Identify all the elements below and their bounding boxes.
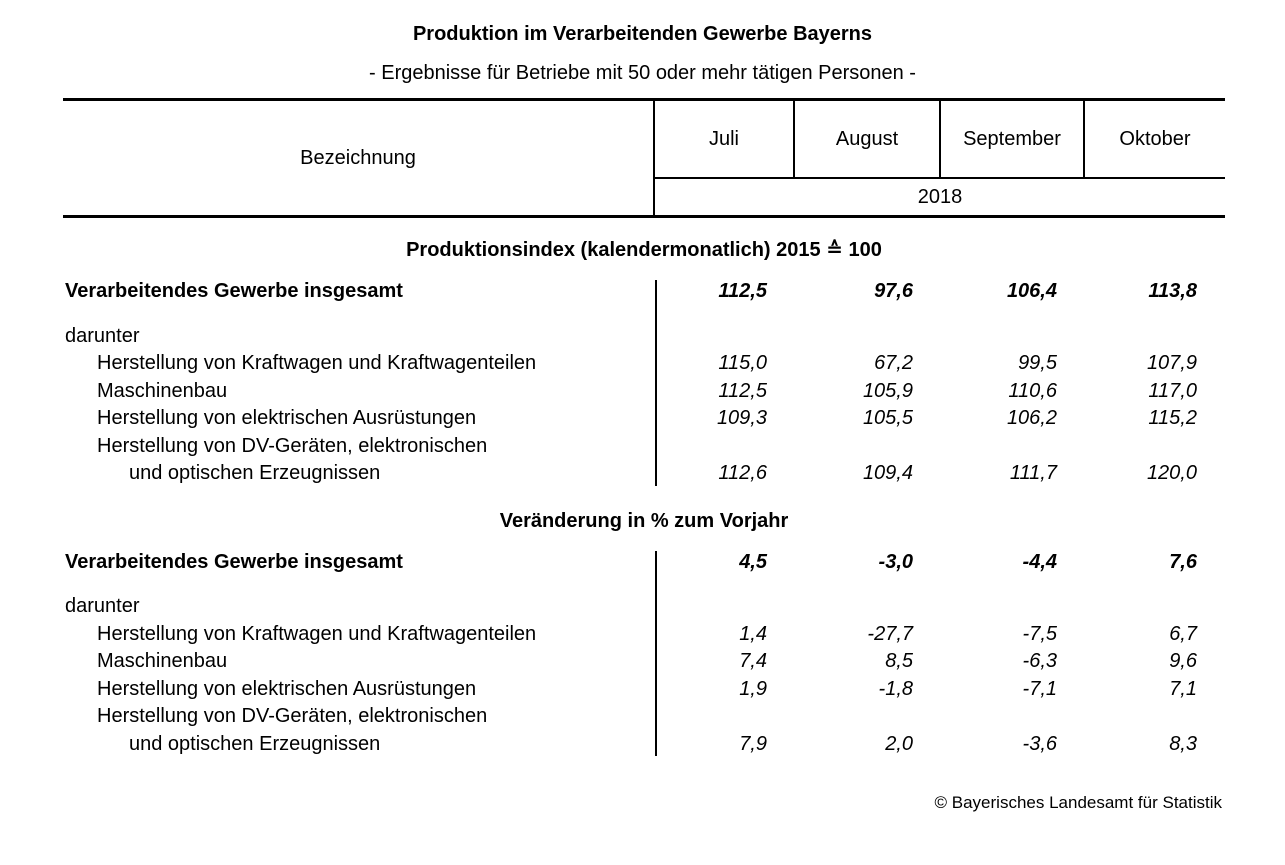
header-months-block bbox=[655, 101, 1225, 215]
row-label: Herstellung von elektrischen Ausrüstungen bbox=[97, 407, 477, 429]
table-row bbox=[63, 405, 1225, 433]
table-row bbox=[63, 676, 1225, 704]
value-cell: -3,0 bbox=[878, 550, 913, 573]
value-cell: -7,5 bbox=[1022, 622, 1057, 645]
row-label: Verarbeitendes Gewerbe insgesamt bbox=[65, 280, 403, 302]
value-cell: 109,3 bbox=[716, 407, 767, 429]
row-label: Herstellung von Kraftwagen und Kraftwagenteilen bbox=[97, 622, 537, 645]
value-cell: 106,4 bbox=[1006, 280, 1057, 302]
value-cell: 8,5 bbox=[885, 650, 913, 672]
header-label-column: Bezeichnung bbox=[63, 101, 655, 215]
value-cell: -7,1 bbox=[1022, 677, 1057, 700]
row-label: darunter bbox=[65, 324, 140, 347]
value-cell: 6,7 bbox=[1169, 622, 1197, 645]
table-row bbox=[63, 621, 1225, 649]
row-label: Herstellung von DV-Geräten, elektronischen bbox=[97, 705, 488, 727]
header-month-juli: Juli bbox=[655, 101, 795, 177]
header-year: 2018 bbox=[917, 185, 963, 208]
value-cell: 110,6 bbox=[1008, 379, 1057, 402]
document-title: Produktion im Verarbeitenden Gewerbe Bayerns bbox=[412, 23, 873, 45]
table-row bbox=[63, 648, 1225, 676]
value-cell: 105,9 bbox=[862, 379, 913, 402]
value-cell: 112,6 bbox=[718, 462, 767, 484]
statistics-table bbox=[63, 98, 1225, 758]
value-cell: 67,2 bbox=[874, 352, 913, 374]
table-row-darunter bbox=[63, 323, 1225, 351]
value-cell: 7,9 bbox=[739, 732, 767, 755]
table-header bbox=[63, 98, 1225, 218]
header-month-oktober: Oktober bbox=[1119, 127, 1191, 150]
value-cell: 115,0 bbox=[718, 352, 767, 374]
value-cell: 107,9 bbox=[1146, 352, 1197, 374]
value-cell: 105,5 bbox=[862, 407, 913, 429]
value-cell: 1,9 bbox=[739, 677, 767, 700]
section-heading-veraenderung: Veränderung in % zum Vorjahr bbox=[499, 509, 789, 532]
value-cell: 112,5 bbox=[718, 379, 767, 402]
section-body-produktionsindex bbox=[63, 278, 1225, 488]
value-cell: 7,1 bbox=[1169, 677, 1197, 700]
header-months-row bbox=[655, 101, 1225, 179]
row-label: Herstellung von DV-Geräten, elektronischen bbox=[97, 434, 488, 457]
column-divider bbox=[655, 551, 657, 757]
section-body-veraenderung bbox=[63, 549, 1225, 759]
value-cell: 9,6 bbox=[1169, 650, 1197, 672]
value-cell: 1,4 bbox=[739, 622, 767, 645]
value-cell: -27,7 bbox=[867, 622, 913, 645]
value-cell: 109,4 bbox=[862, 462, 913, 484]
row-label: Herstellung von Kraftwagen und Kraftwagenteilen bbox=[97, 352, 537, 374]
table-row-darunter bbox=[63, 593, 1225, 621]
value-cell: 8,3 bbox=[1169, 732, 1197, 755]
table-row bbox=[63, 460, 1225, 488]
value-cell: -4,4 bbox=[1022, 550, 1057, 573]
row-label-continued: und optischen Erzeugnissen bbox=[129, 732, 381, 755]
row-label: Verarbeitendes Gewerbe insgesamt bbox=[65, 550, 403, 573]
value-cell: 7,4 bbox=[739, 650, 767, 672]
table-row-total bbox=[63, 278, 1225, 306]
section-heading-produktionsindex: Produktionsindex (kalendermonatlich) 2015 ≙ 100 bbox=[406, 239, 882, 261]
row-label: Herstellung von elektrischen Ausrüstungen bbox=[97, 677, 477, 700]
value-cell: 113,8 bbox=[1148, 280, 1197, 302]
row-label: darunter bbox=[65, 595, 140, 617]
table-row-total bbox=[63, 549, 1225, 577]
table-row bbox=[63, 433, 1225, 461]
header-month-september: September bbox=[941, 101, 1085, 177]
value-cell: 115,2 bbox=[1148, 407, 1197, 429]
value-cell: -6,3 bbox=[1022, 650, 1057, 672]
value-cell: 120,0 bbox=[1146, 462, 1197, 484]
value-cell: 117,0 bbox=[1148, 379, 1197, 402]
table-row bbox=[63, 378, 1225, 406]
copyright-notice: © Bayerisches Landesamt für Statistik bbox=[934, 793, 1222, 812]
value-cell: -3,6 bbox=[1022, 732, 1057, 755]
row-label-continued: und optischen Erzeugnissen bbox=[129, 462, 381, 484]
value-cell: 112,5 bbox=[718, 280, 767, 302]
value-cell: 97,6 bbox=[874, 280, 913, 302]
value-cell: 2,0 bbox=[885, 732, 913, 755]
value-cell: 99,5 bbox=[1018, 352, 1057, 374]
value-cell: 7,6 bbox=[1169, 550, 1197, 573]
table-row bbox=[63, 350, 1225, 378]
column-divider bbox=[655, 280, 657, 486]
table-row bbox=[63, 703, 1225, 731]
table-row bbox=[63, 731, 1225, 759]
row-label: Maschinenbau bbox=[97, 379, 228, 402]
value-cell: 111,7 bbox=[1009, 462, 1057, 484]
header-month-august: August bbox=[795, 101, 941, 177]
value-cell: 106,2 bbox=[1006, 407, 1057, 429]
value-cell: 4,5 bbox=[739, 550, 767, 573]
document-subtitle: - Ergebnisse für Betriebe mit 50 oder mehr tätigen Personen - bbox=[369, 62, 916, 84]
value-cell: -1,8 bbox=[878, 677, 913, 700]
row-label: Maschinenbau bbox=[97, 650, 228, 672]
